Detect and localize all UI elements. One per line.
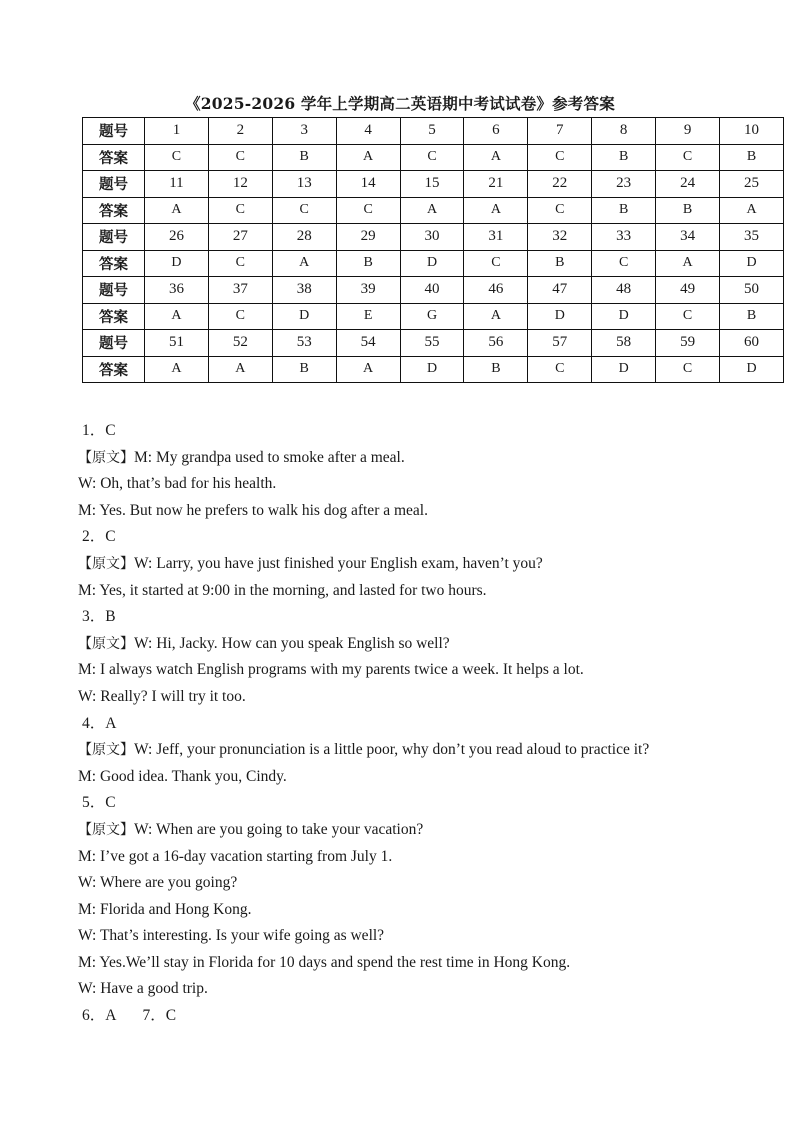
question-number-cell: 4	[336, 118, 400, 145]
answer-cell: B	[272, 144, 336, 171]
dialogue-text: W: Have a good trip.	[78, 980, 208, 998]
answer-cell: D	[145, 250, 209, 277]
transcript-tag: 【原文】	[78, 821, 134, 838]
question-number-cell: 23	[592, 171, 656, 198]
answer-cell: C	[592, 250, 656, 277]
transcript-first-line	[78, 817, 768, 844]
question-number-cell: 48	[592, 277, 656, 304]
answer-cell: D	[720, 250, 784, 277]
answer-cell: E	[336, 303, 400, 330]
question-number-cell: 55	[400, 330, 464, 357]
answer-cell: D	[400, 356, 464, 383]
dialogue-line	[78, 950, 768, 977]
answer-cell: C	[656, 144, 720, 171]
question-answer-line	[78, 418, 768, 445]
dialogue-text: W: Where are you going?	[78, 874, 238, 892]
dialogue-text: W: That’s interesting. Is your wife going as well?	[78, 927, 385, 945]
question-number-row	[83, 224, 784, 251]
question-number-cell: 6	[464, 118, 528, 145]
answer-cell: A	[145, 303, 209, 330]
answer-label: 答案	[83, 197, 145, 224]
answer-cell: D	[592, 356, 656, 383]
answer-cell: A	[464, 303, 528, 330]
transcript-first-line	[78, 445, 768, 472]
question-answer: 6．A	[82, 1007, 117, 1025]
question-number-cell: 1	[145, 118, 209, 145]
transcript-section	[78, 418, 768, 1030]
question-answer: 3．B	[82, 608, 116, 626]
answer-cell: C	[208, 144, 272, 171]
question-number-cell: 3	[272, 118, 336, 145]
answer-cell: C	[528, 197, 592, 224]
dialogue-line	[78, 976, 768, 1003]
question-number-row	[83, 171, 784, 198]
dialogue-line	[78, 578, 768, 605]
question-number-cell: 33	[592, 224, 656, 251]
question-answer: 7．C	[142, 1007, 177, 1025]
question-number-cell: 9	[656, 118, 720, 145]
transcript-tag: 【原文】	[78, 742, 134, 759]
question-number-cell: 46	[464, 277, 528, 304]
dialogue-line	[78, 764, 768, 791]
question-answer: 1．C	[82, 422, 116, 439]
answer-cell: C	[528, 356, 592, 383]
question-number-cell: 7	[528, 118, 592, 145]
question-answer-line	[78, 604, 768, 631]
transcript-first-line	[78, 631, 768, 658]
question-label: 题号	[83, 171, 145, 198]
answer-cell: B	[272, 356, 336, 383]
answer-cell: B	[720, 303, 784, 330]
answer-row	[83, 356, 784, 383]
dialogue-line: M: My grandpa used to smoke after a meal.	[134, 448, 405, 466]
answer-cell: A	[464, 144, 528, 171]
question-number-cell: 26	[145, 224, 209, 251]
answer-cell: C	[464, 250, 528, 277]
dialogue-text: W: Really? I will try it too.	[78, 687, 246, 705]
answer-cell: A	[208, 356, 272, 383]
dialogue-text: W: Oh, that’s bad for his health.	[78, 475, 277, 493]
answer-cell: B	[592, 197, 656, 224]
answer-cell: G	[400, 303, 464, 330]
dialogue-text: M: Good idea. Thank you, Cindy.	[78, 767, 287, 785]
question-number-cell: 51	[145, 330, 209, 357]
question-number-cell: 11	[145, 171, 209, 198]
answer-cell: C	[656, 356, 720, 383]
question-answer-line	[78, 1003, 768, 1030]
answer-cell: B	[336, 250, 400, 277]
transcript-first-line	[78, 737, 768, 764]
question-number-cell: 37	[208, 277, 272, 304]
question-number-cell: 59	[656, 330, 720, 357]
answer-label: 答案	[83, 356, 145, 383]
question-number-cell: 50	[720, 277, 784, 304]
answer-label: 答案	[83, 303, 145, 330]
answer-cell: A	[720, 197, 784, 224]
answer-cell: A	[145, 356, 209, 383]
dialogue-line	[78, 897, 768, 924]
answer-cell: B	[656, 197, 720, 224]
transcript-first-line	[78, 551, 768, 578]
question-number-cell: 10	[720, 118, 784, 145]
question-number-cell: 38	[272, 277, 336, 304]
question-number-cell: 2	[208, 118, 272, 145]
answer-cell: A	[464, 197, 528, 224]
question-label: 题号	[83, 277, 145, 304]
question-number-cell: 5	[400, 118, 464, 145]
dialogue-text: M: Yes, it started at 9:00 in the morning, and lasted for two hours.	[78, 581, 487, 599]
dialogue-line	[78, 684, 768, 711]
question-number-cell: 40	[400, 277, 464, 304]
question-number-cell: 14	[336, 171, 400, 198]
dialogue-text: M: I always watch English programs with my parents twice a week. It helps a lot.	[78, 661, 584, 679]
answer-cell: C	[208, 250, 272, 277]
question-answer-line	[78, 711, 768, 738]
answer-cell: A	[336, 144, 400, 171]
dialogue-line	[78, 923, 768, 950]
answer-cell: C	[145, 144, 209, 171]
question-number-cell: 27	[208, 224, 272, 251]
question-number-cell: 56	[464, 330, 528, 357]
transcript-tag: 【原文】	[78, 555, 134, 572]
transcript-tag: 【原文】	[78, 635, 134, 652]
answer-row	[83, 303, 784, 330]
answer-label: 答案	[83, 250, 145, 277]
answer-row	[83, 250, 784, 277]
answer-cell: B	[720, 144, 784, 171]
question-number-cell: 34	[656, 224, 720, 251]
answer-cell: C	[272, 197, 336, 224]
answer-cell: B	[528, 250, 592, 277]
question-answer-line	[78, 790, 768, 817]
dialogue-line: W: Hi, Jacky. How can you speak English so well?	[134, 634, 450, 652]
question-label: 题号	[83, 118, 145, 145]
answer-table	[82, 117, 784, 383]
question-number-cell: 24	[656, 171, 720, 198]
answer-cell: B	[464, 356, 528, 383]
question-number-row	[83, 330, 784, 357]
answer-cell: A	[145, 197, 209, 224]
question-number-cell: 25	[720, 171, 784, 198]
question-number-cell: 29	[336, 224, 400, 251]
question-number-cell: 57	[528, 330, 592, 357]
question-number-cell: 58	[592, 330, 656, 357]
answer-cell: C	[400, 144, 464, 171]
answer-cell: D	[272, 303, 336, 330]
dialogue-line	[78, 657, 768, 684]
dialogue-line	[78, 844, 768, 871]
answer-row	[83, 144, 784, 171]
dialogue-text: M: Yes. But now he prefers to walk his dog after a meal.	[78, 501, 428, 519]
question-number-cell: 54	[336, 330, 400, 357]
answer-cell: C	[208, 303, 272, 330]
question-answer: 2．C	[82, 528, 116, 546]
question-number-cell: 21	[464, 171, 528, 198]
answer-cell: D	[720, 356, 784, 383]
answer-cell: D	[400, 250, 464, 277]
answer-cell: C	[336, 197, 400, 224]
question-number-cell: 22	[528, 171, 592, 198]
question-answer: 4．A	[82, 714, 117, 732]
question-label: 题号	[83, 224, 145, 251]
answer-cell: D	[592, 303, 656, 330]
answer-label: 答案	[83, 144, 145, 171]
question-number-cell: 8	[592, 118, 656, 145]
question-number-cell: 39	[336, 277, 400, 304]
question-number-cell: 30	[400, 224, 464, 251]
dialogue-line	[78, 870, 768, 897]
dialogue-line: W: When are you going to take your vacation?	[134, 820, 424, 838]
answer-row	[83, 197, 784, 224]
question-number-cell: 28	[272, 224, 336, 251]
question-number-row	[83, 118, 784, 145]
answer-cell: A	[272, 250, 336, 277]
question-label: 题号	[83, 330, 145, 357]
question-number-cell: 36	[145, 277, 209, 304]
question-number-cell: 13	[272, 171, 336, 198]
answer-cell: C	[208, 197, 272, 224]
answer-cell: C	[656, 303, 720, 330]
answer-cell: A	[400, 197, 464, 224]
question-answer: 5．C	[82, 794, 116, 812]
dialogue-line	[78, 498, 768, 525]
question-number-cell: 49	[656, 277, 720, 304]
dialogue-line	[78, 471, 768, 498]
question-number-cell: 15	[400, 171, 464, 198]
dialogue-text: M: I’ve got a 16-day vacation starting from July 1.	[78, 847, 393, 865]
answer-cell: B	[592, 144, 656, 171]
dialogue-text: M: Florida and Hong Kong.	[78, 900, 252, 918]
dialogue-line: W: Jeff, your pronunciation is a little poor, why don’t you read aloud to practice it?	[134, 741, 650, 759]
question-number-cell: 31	[464, 224, 528, 251]
dialogue-line: W: Larry, you have just finished your English exam, haven’t you?	[134, 554, 543, 572]
answer-cell: A	[656, 250, 720, 277]
question-number-cell: 32	[528, 224, 592, 251]
page-title: 《2025-2026 学年上学期高二英语期中考试试卷》参考答案	[185, 94, 615, 113]
dialogue-text: M: Yes.We’ll stay in Florida for 10 days and spend the rest time in Hong Kong.	[78, 953, 571, 971]
transcript-tag: 【原文】	[78, 449, 134, 466]
question-number-cell: 52	[208, 330, 272, 357]
question-number-cell: 12	[208, 171, 272, 198]
question-number-cell: 60	[720, 330, 784, 357]
answer-cell: A	[336, 356, 400, 383]
question-number-cell: 35	[720, 224, 784, 251]
answer-cell: D	[528, 303, 592, 330]
question-number-cell: 47	[528, 277, 592, 304]
question-answer-line	[78, 524, 768, 551]
question-number-row	[83, 277, 784, 304]
question-number-cell: 53	[272, 330, 336, 357]
answer-cell: C	[528, 144, 592, 171]
